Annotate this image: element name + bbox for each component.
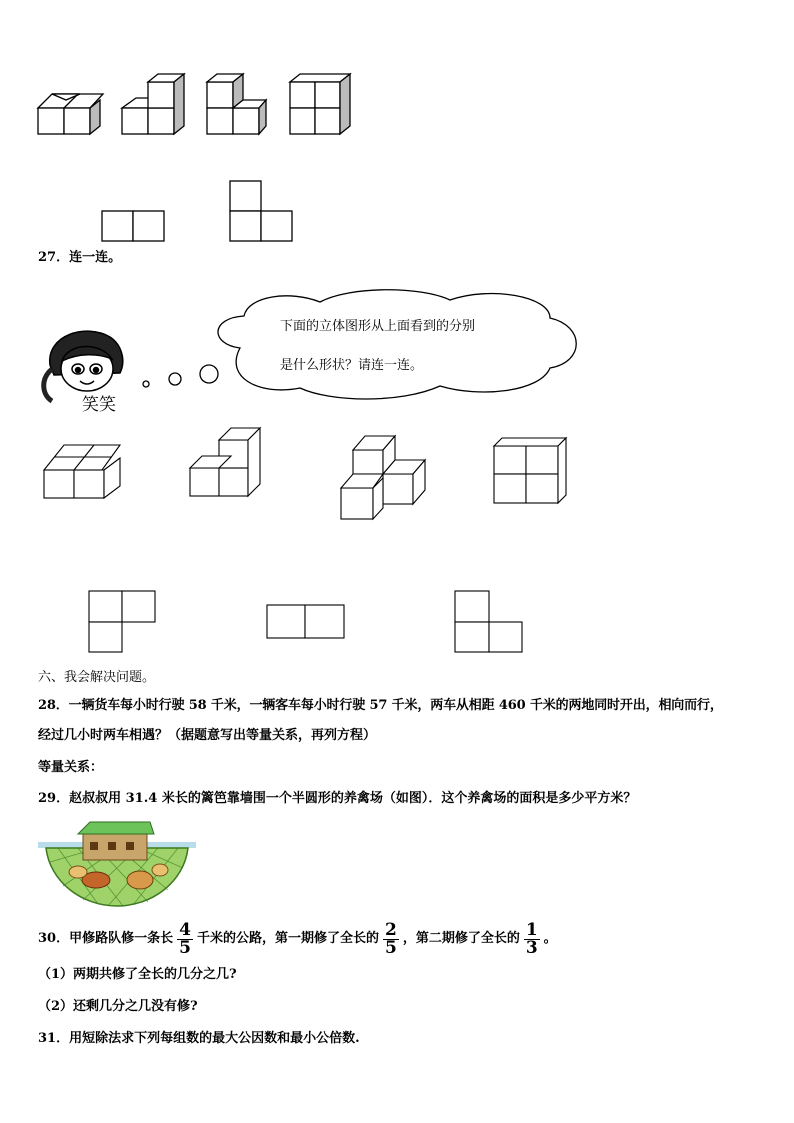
cube-figure-3 (207, 74, 266, 134)
view-shape-b (230, 181, 292, 241)
speech-line-2: 是什么形状？请连一连。 (280, 358, 424, 373)
q28-line-2: 经过几小时两车相遇？（据题意写出等量关系，再列方程） (38, 728, 377, 743)
q27-number: 27． (38, 250, 70, 265)
q30-line (38, 914, 557, 964)
poultry-yard-illustration (38, 820, 198, 910)
q30-fraction-length (177, 919, 193, 958)
q27-view-3 (455, 591, 522, 652)
q30-fraction-phase1 (383, 919, 399, 958)
q29-value-length: 31.4 (125, 791, 158, 806)
section6-title: 六、我会解决问题。 (38, 670, 156, 685)
q28-value-460: 460 (498, 698, 526, 713)
q30-number: 30． (38, 931, 70, 946)
q27-view-1 (89, 591, 155, 652)
q27-figure-4 (494, 438, 566, 503)
q27-text: 连一连。 (69, 250, 122, 265)
q28-value-58: 58 (188, 698, 207, 713)
q30-f2-denominator: 5 (384, 937, 397, 958)
girl-caption: 笑笑 (82, 395, 116, 415)
q30-text-b: 千米的公路，第一期修了全长的 (196, 931, 379, 946)
q30-f1-denominator: 5 (179, 937, 191, 958)
q30-fraction-phase2 (524, 919, 540, 958)
q30-f3-denominator: 3 (525, 937, 538, 958)
q31-text: 用短除法求下列每组数的最大公因数和最小公倍数. (69, 1031, 360, 1046)
view-shape-a (102, 211, 164, 241)
q30-f1-numerator: 4 (179, 919, 191, 940)
q30-f2-numerator: 2 (384, 919, 397, 940)
q28-text-b: 千米，一辆客车每小时行驶 (210, 698, 366, 713)
q28-number: 28． (38, 698, 69, 713)
q27-line (38, 249, 121, 267)
q30-text-c: ，第二期修了全长的 (402, 931, 520, 946)
q31-line (38, 1030, 360, 1048)
top-cube-figures (0, 0, 794, 260)
cube-figure-1 (38, 94, 103, 134)
q27-view-2 (267, 605, 344, 638)
q27-cube-figures (0, 420, 794, 660)
q27-figure-2 (190, 428, 260, 496)
q29-text-a: 赵叔叔用 (69, 791, 122, 806)
q29-number: 29． (38, 791, 70, 806)
cube-figure-4 (290, 74, 350, 134)
q30-text-d: 。 (543, 931, 557, 946)
q27-figure-3 (341, 436, 425, 519)
q28-value-57: 57 (369, 698, 388, 713)
q27-figure-1 (44, 445, 120, 498)
q28-text-a: 一辆货车每小时行驶 (68, 698, 185, 713)
speech-line-1: 下面的立体图形从上面看到的分别 (280, 319, 476, 334)
q29-text-b: 米长的篱笆靠墙围一个半圆形的养禽场（如图）．这个养禽场的面积是多少平方米？ (161, 791, 637, 806)
thought-bubble (140, 288, 590, 408)
q30-f3-numerator: 1 (525, 919, 538, 940)
q28-answer-label: 等量关系： (38, 760, 104, 775)
cube-figure-2 (122, 74, 184, 134)
q30-sub-2: （2）还剩几分之几没有修? (38, 999, 198, 1014)
q28-text-d: 千米的两地同时开出，相向而行， (529, 698, 723, 713)
q30-sub-1: （1）两期共修了全长的几分之几? (38, 967, 237, 982)
q28-line-1 (38, 697, 723, 715)
q28-text-c: 千米，两车从相距 (391, 698, 495, 713)
q31-number: 31． (38, 1031, 70, 1046)
q29-line (38, 790, 636, 808)
q30-text-a: 甲修路队修一条长 (69, 931, 174, 946)
